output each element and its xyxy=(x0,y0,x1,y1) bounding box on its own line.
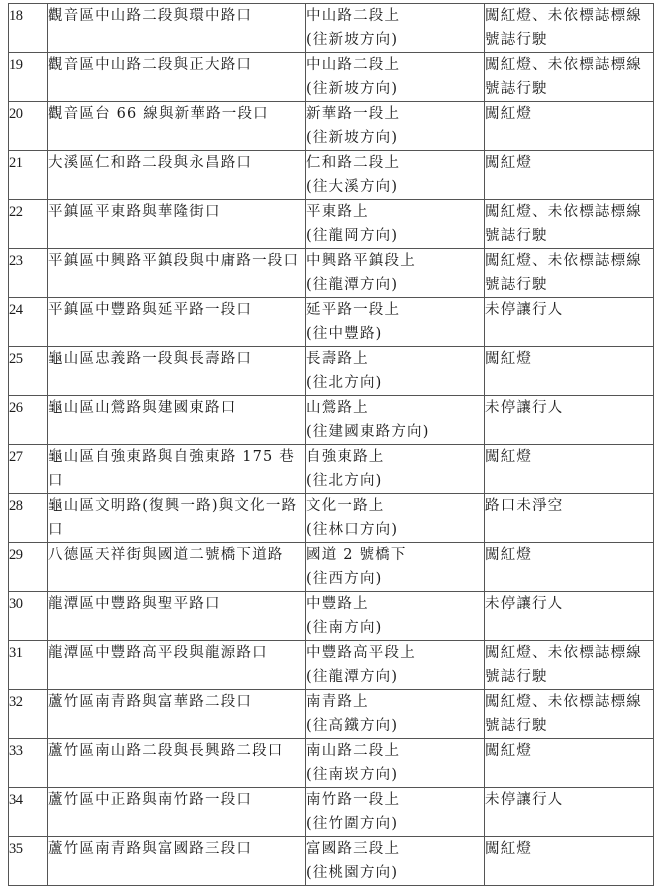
road-direction xyxy=(306,347,485,396)
table-row xyxy=(9,53,654,102)
table-row xyxy=(9,396,654,445)
row-number: 34 xyxy=(9,788,48,837)
road-direction xyxy=(306,298,485,347)
row-number: 26 xyxy=(9,396,48,445)
travel-direction: (往龍潭方向) xyxy=(306,277,399,293)
violation-type: 闖紅燈 xyxy=(485,543,654,592)
travel-direction: (往龍潭方向) xyxy=(306,669,399,685)
road-name: 自強東路上 xyxy=(306,449,385,465)
intersection-location: 龜山區忠義路一段與長壽路口 xyxy=(48,347,306,396)
road-name: 中豐路上 xyxy=(306,596,369,612)
travel-direction: (往西方向) xyxy=(306,571,383,587)
violation-type: 闖紅燈 xyxy=(485,837,654,886)
road-name: 富國路三段上 xyxy=(306,841,401,857)
travel-direction: (往建國東路方向) xyxy=(306,424,430,440)
row-number: 24 xyxy=(9,298,48,347)
row-number: 20 xyxy=(9,102,48,151)
intersection-location: 蘆竹區南青路與富國路三段口 xyxy=(48,837,306,886)
travel-direction: (往新坡方向) xyxy=(306,81,399,97)
travel-direction: (往桃園方向) xyxy=(306,865,399,881)
travel-direction: (往龍岡方向) xyxy=(306,228,399,244)
table-row xyxy=(9,200,654,249)
row-number: 23 xyxy=(9,249,48,298)
road-direction xyxy=(306,543,485,592)
violation-type: 未停讓行人 xyxy=(485,396,654,445)
intersection-location: 龜山區自強東路與自強東路 175 巷口 xyxy=(48,445,306,494)
table-row xyxy=(9,690,654,739)
road-direction xyxy=(306,396,485,445)
road-direction xyxy=(306,641,485,690)
road-direction xyxy=(306,4,485,53)
travel-direction: (往新坡方向) xyxy=(306,32,399,48)
road-name: 南青路上 xyxy=(306,694,369,710)
table-row xyxy=(9,543,654,592)
road-direction xyxy=(306,151,485,200)
violation-type: 闖紅燈 xyxy=(485,739,654,788)
table-row xyxy=(9,739,654,788)
travel-direction: (往南崁方向) xyxy=(306,767,399,783)
violation-type: 闖紅燈、未依標誌標線號誌行駛 xyxy=(485,200,654,249)
intersection-location: 觀音區中山路二段與正大路口 xyxy=(48,53,306,102)
violation-type: 路口未淨空 xyxy=(485,494,654,543)
intersection-location: 觀音區台 66 線與新華路一段口 xyxy=(48,102,306,151)
row-number: 32 xyxy=(9,690,48,739)
travel-direction: (往林口方向) xyxy=(306,522,399,538)
violation-type: 未停讓行人 xyxy=(485,788,654,837)
violation-type: 闖紅燈、未依標誌標線號誌行駛 xyxy=(485,4,654,53)
violation-type: 闖紅燈 xyxy=(485,445,654,494)
intersection-location: 八德區天祥街與國道二號橋下道路 xyxy=(48,543,306,592)
road-direction xyxy=(306,102,485,151)
road-direction xyxy=(306,739,485,788)
travel-direction: (往竹圍方向) xyxy=(306,816,399,832)
row-number: 35 xyxy=(9,837,48,886)
table-row xyxy=(9,298,654,347)
travel-direction: (往北方向) xyxy=(306,473,383,489)
table-row xyxy=(9,4,654,53)
violation-type: 闖紅燈 xyxy=(485,151,654,200)
intersection-location: 龍潭區中豐路高平段與龍源路口 xyxy=(48,641,306,690)
road-direction xyxy=(306,690,485,739)
road-direction xyxy=(306,445,485,494)
table-body xyxy=(9,4,654,886)
row-number: 22 xyxy=(9,200,48,249)
road-name: 文化一路上 xyxy=(306,498,385,514)
table-row xyxy=(9,641,654,690)
intersection-location: 蘆竹區南山路二段與長興路二段口 xyxy=(48,739,306,788)
row-number: 27 xyxy=(9,445,48,494)
road-name: 中興路平鎮段上 xyxy=(306,253,416,269)
row-number: 33 xyxy=(9,739,48,788)
road-name: 南竹路一段上 xyxy=(306,792,401,808)
row-number: 29 xyxy=(9,543,48,592)
road-name: 新華路一段上 xyxy=(306,106,401,122)
table-row xyxy=(9,592,654,641)
table-row xyxy=(9,102,654,151)
road-name: 中豐路高平段上 xyxy=(306,645,416,661)
road-direction xyxy=(306,494,485,543)
intersection-location: 大溪區仁和路二段與永昌路口 xyxy=(48,151,306,200)
table-row xyxy=(9,788,654,837)
row-number: 21 xyxy=(9,151,48,200)
row-number: 30 xyxy=(9,592,48,641)
travel-direction: (往新坡方向) xyxy=(306,130,399,146)
road-direction xyxy=(306,53,485,102)
road-name: 仁和路二段上 xyxy=(306,155,401,171)
travel-direction: (往高鐵方向) xyxy=(306,718,399,734)
violation-type: 未停讓行人 xyxy=(485,592,654,641)
intersection-location: 觀音區中山路二段與環中路口 xyxy=(48,4,306,53)
travel-direction: (往北方向) xyxy=(306,375,383,391)
table-row xyxy=(9,837,654,886)
travel-direction: (往南方向) xyxy=(306,620,383,636)
road-name: 國道 2 號橋下 xyxy=(306,547,407,563)
road-name: 長壽路上 xyxy=(306,351,369,367)
road-direction xyxy=(306,837,485,886)
road-name: 中山路二段上 xyxy=(306,57,401,73)
road-name: 延平路一段上 xyxy=(306,302,401,318)
road-name: 平東路上 xyxy=(306,204,369,220)
violation-type: 未停讓行人 xyxy=(485,298,654,347)
row-number: 25 xyxy=(9,347,48,396)
table-row xyxy=(9,445,654,494)
intersection-location: 龍潭區中豐路與聖平路口 xyxy=(48,592,306,641)
intersection-location: 龜山區山鶯路與建國東路口 xyxy=(48,396,306,445)
violation-type: 闖紅燈、未依標誌標線號誌行駛 xyxy=(485,641,654,690)
road-direction xyxy=(306,592,485,641)
enforcement-locations-table xyxy=(8,3,654,886)
road-name: 中山路二段上 xyxy=(306,8,401,24)
road-direction xyxy=(306,788,485,837)
row-number: 19 xyxy=(9,53,48,102)
table-row xyxy=(9,151,654,200)
violation-type: 闖紅燈 xyxy=(485,102,654,151)
intersection-location: 蘆竹區南青路與富華路二段口 xyxy=(48,690,306,739)
violation-type: 闖紅燈、未依標誌標線號誌行駛 xyxy=(485,53,654,102)
violation-type: 闖紅燈、未依標誌標線號誌行駛 xyxy=(485,690,654,739)
table-row xyxy=(9,249,654,298)
table-row xyxy=(9,347,654,396)
row-number: 18 xyxy=(9,4,48,53)
intersection-location: 平鎮區平東路與華隆街口 xyxy=(48,200,306,249)
row-number: 31 xyxy=(9,641,48,690)
intersection-location: 龜山區文明路(復興一路)與文化一路口 xyxy=(48,494,306,543)
violation-type: 闖紅燈 xyxy=(485,347,654,396)
intersection-location: 平鎮區中豐路與延平路一段口 xyxy=(48,298,306,347)
road-name: 山鶯路上 xyxy=(306,400,369,416)
road-name: 南山路二段上 xyxy=(306,743,401,759)
road-direction xyxy=(306,200,485,249)
row-number: 28 xyxy=(9,494,48,543)
travel-direction: (往中豐路) xyxy=(306,326,383,342)
intersection-location: 平鎮區中興路平鎮段與中庸路一段口 xyxy=(48,249,306,298)
road-direction xyxy=(306,249,485,298)
travel-direction: (往大溪方向) xyxy=(306,179,399,195)
violation-type: 闖紅燈、未依標誌標線號誌行駛 xyxy=(485,249,654,298)
intersection-location: 蘆竹區中正路與南竹路一段口 xyxy=(48,788,306,837)
table-row xyxy=(9,494,654,543)
